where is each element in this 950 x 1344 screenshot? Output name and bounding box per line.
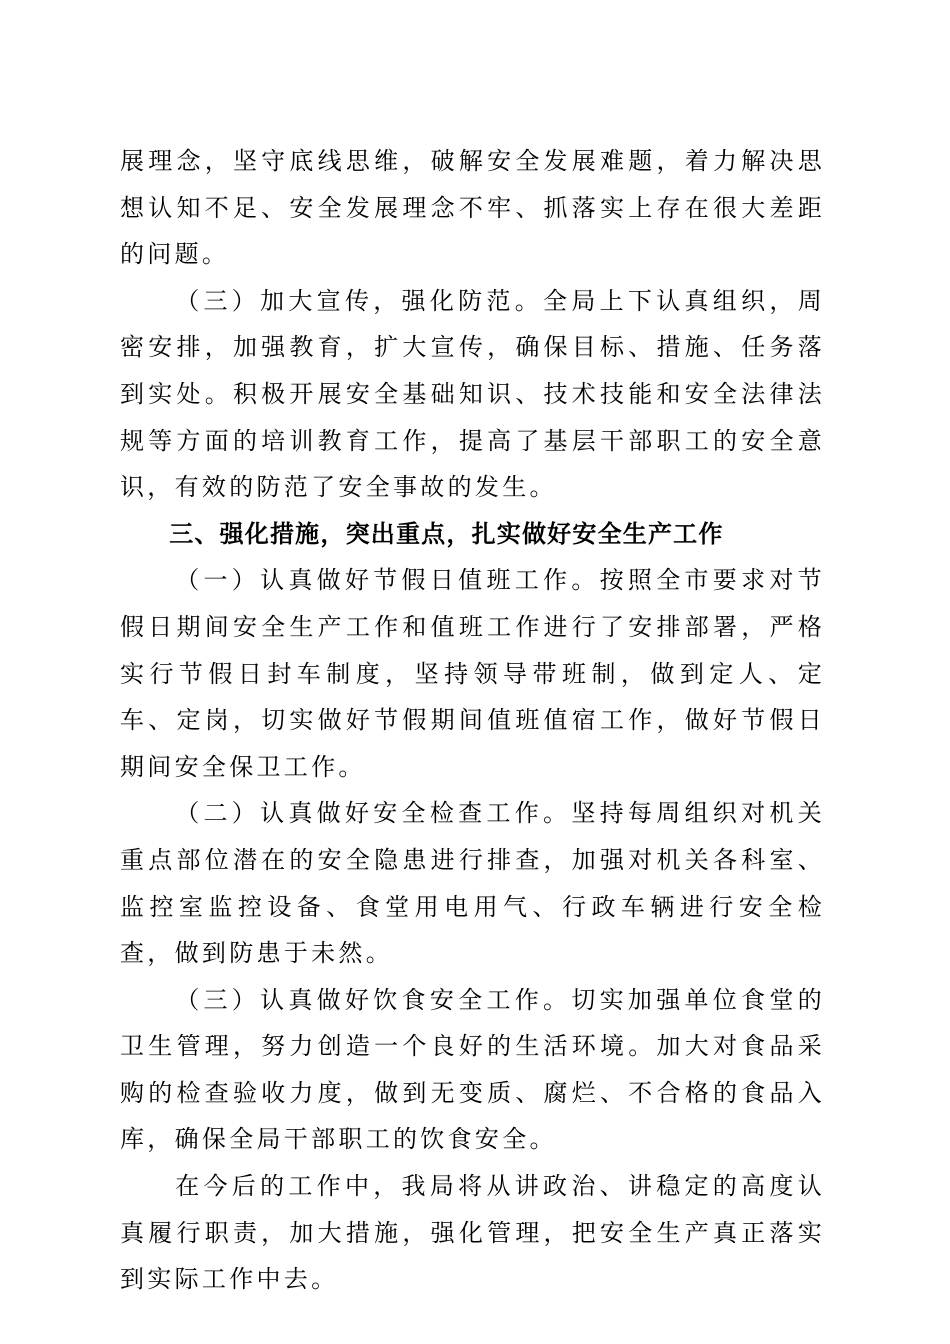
paragraph-food-safety: （三）认真做好饮食安全工作。切实加强单位食堂的卫生管理，努力创造一个良好的生活环境。加大对食品采购的检查验收力度，做到无变质、腐烂、不合格的食品入库，确保全局干部职工的饮食安全。 xyxy=(120,985,825,1154)
paragraph-continued: 展理念，坚守底线思维，破解安全发展难题，着力解决思想认知不足、安全发展理念不牢、抓落实上存在很大差距的问题。 xyxy=(120,147,825,269)
paragraph-publicity: （三）加大宣传，强化防范。全局上下认真组织，周密安排，加强教育，扩大宣传，确保目标、措施、任务落到实处。积极开展安全基础知识、技术技能和安全法律法规等方面的培训教育工作，提高了基层干部职工的安全意识，有效的防范了安全事故的发生。 xyxy=(120,286,825,502)
paragraph-holiday-duty: （一）认真做好节假日值班工作。按照全市要求对节假日期间安全生产工作和值班工作进行了安排部署，严格实行节假日封车制度，坚持领导带班制，做到定人、定车、定岗，切实做好节假期间值班值宿工作，做好节假日期间安全保卫工作。 xyxy=(120,566,825,781)
section-heading-3: 三、强化措施，突出重点，扎实做好安全生产工作 xyxy=(169,519,724,548)
paragraph-conclusion: 在今后的工作中，我局将从讲政治、讲稳定的高度认真履行职责，加大措施，强化管理，把安全生产真正落实到实际工作中去。 xyxy=(120,1172,825,1294)
document-body xyxy=(120,138,825,1303)
paragraph-safety-inspection: （二）认真做好安全检查工作。坚持每周组织对机关重点部位潜在的安全隐患进行排查，加强对机关各科室、监控室监控设备、食堂用电用气、行政车辆进行安全检查，做到防患于未然。 xyxy=(120,799,825,968)
